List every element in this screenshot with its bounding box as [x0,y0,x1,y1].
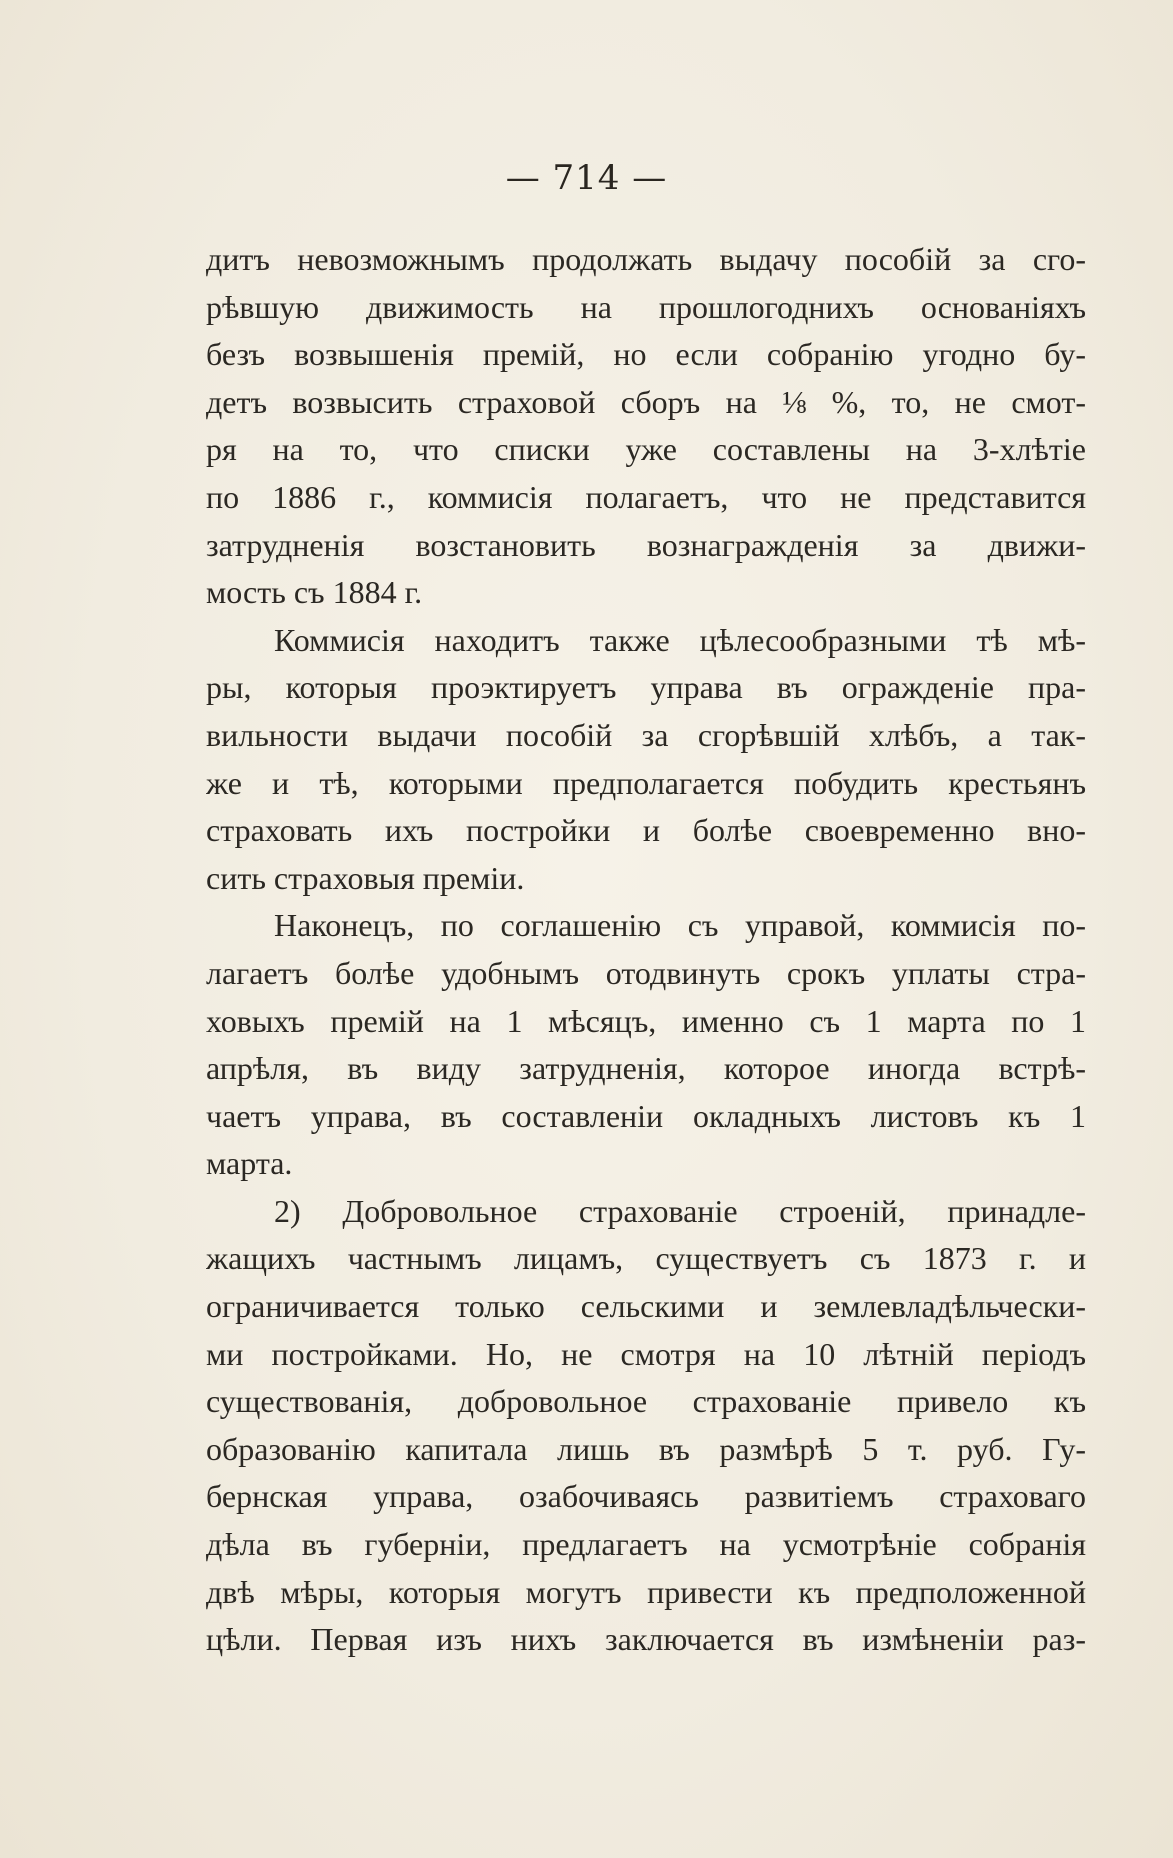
text-line: Коммисія находитъ также цѣлесообразными тѣ мѣ- [274,621,1086,658]
text-line: двѣ мѣры, которыя могутъ привести къ предположенной [206,1573,1086,1610]
text-line: затрудненія возстановить вознагражденія за движи- [206,526,1086,563]
text-line: Наконецъ, по соглашенію съ управой, коммисія по- [274,907,1086,944]
text-line: бернская управа, озабочиваясь развитіемъ страховаго [206,1478,1086,1515]
text-line: ми постройками. Но, не смотря на 10 лѣтній періодъ [206,1335,1086,1372]
text-line: ограничивается только сельскими и землевладѣльчески- [206,1288,1086,1325]
text-line: существованія, добровольное страхованіе привело къ [206,1383,1086,1420]
page-number: — 714 — [505,158,668,198]
text-line: ры, которыя проэктируетъ управа въ огражденіе пра- [206,669,1086,706]
text-line: апрѣля, въ виду затрудненія, которое иногда встрѣ- [206,1050,1086,1087]
text-line: марта. [206,1145,293,1182]
text-line: мость съ 1884 г. [206,574,423,611]
text-line: чаетъ управа, въ составленіи окладныхъ листовъ къ 1 [206,1097,1086,1134]
text-line: цѣли. Первая изъ нихъ заключается въ измѣненіи раз- [206,1621,1086,1658]
text-line: по 1886 г., коммисія полагаетъ, что не представится [206,478,1086,515]
text-line: дитъ невозможнымъ продолжать выдачу пособій за сго- [206,241,1086,277]
body-text [206,236,1086,1664]
text-line: жащихъ частнымъ лицамъ, существуетъ съ 1873 г. и [206,1240,1086,1277]
text-line: ря на то, что списки уже составлены на 3-хлѣтіе [206,431,1086,468]
text-line: вильности выдачи пособій за сгорѣвшій хлѣбъ, а так- [206,716,1086,753]
text-line: страховать ихъ постройки и болѣе своевременно вно- [206,812,1086,849]
text-line: сить страховыя преміи. [206,859,525,896]
text-line: ховыхъ премій на 1 мѣсяцъ, именно съ 1 марта по 1 [206,1002,1086,1039]
text-line: рѣвшую движимость на прошлогоднихъ основаніяхъ [206,288,1086,325]
text-line: детъ возвысить страховой сборъ на ⅛ %, то, не смот- [206,383,1086,420]
text-line: же и тѣ, которыми предполагается побудить крестьянъ [206,764,1086,801]
text-line: дѣла въ губерніи, предлагаетъ на усмотрѣніе собранія [206,1526,1086,1563]
text-line: лагаетъ болѣе удобнымъ отодвинуть срокъ уплаты стра- [206,954,1086,991]
text-line: 2) Добровольное страхованіе строеній, принадле- [274,1192,1086,1229]
text-line: образованію капитала лишь въ размѣрѣ 5 т. руб. Гу- [206,1430,1086,1467]
text-line: безъ возвышенія премій, но если собранію угодно бу- [206,336,1086,373]
